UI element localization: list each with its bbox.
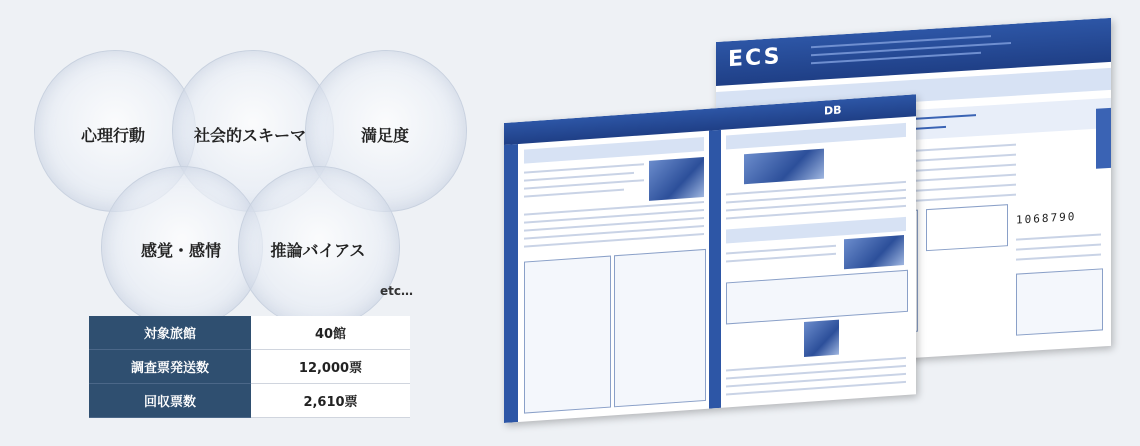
ecs-logo: ECS (728, 43, 782, 73)
row-value: 12,000票 (251, 350, 410, 384)
table-row (89, 316, 410, 350)
table-row (89, 350, 410, 384)
label-sensation-emotion: 感覚・感情 (140, 241, 222, 260)
row-label: 対象旅館 (89, 316, 251, 350)
etc-label: etc… (380, 284, 413, 298)
survey-stats-table (89, 316, 410, 418)
document-number: 1068790 (1016, 209, 1077, 227)
row-label: 調査票発送数 (89, 350, 251, 384)
questionnaire-front-page (504, 94, 916, 423)
db-logo: DB (824, 103, 842, 118)
table-row (89, 384, 410, 418)
row-value: 2,610票 (251, 384, 410, 418)
row-value: 40館 (251, 316, 410, 350)
label-psychological-behavior: 心理行動 (80, 126, 146, 145)
label-inference-bias: 推論バイアス (270, 241, 366, 260)
label-social-schema: 社会的スキーマ (193, 126, 307, 145)
row-label: 回収票数 (89, 384, 251, 418)
label-satisfaction: 満足度 (360, 126, 410, 145)
